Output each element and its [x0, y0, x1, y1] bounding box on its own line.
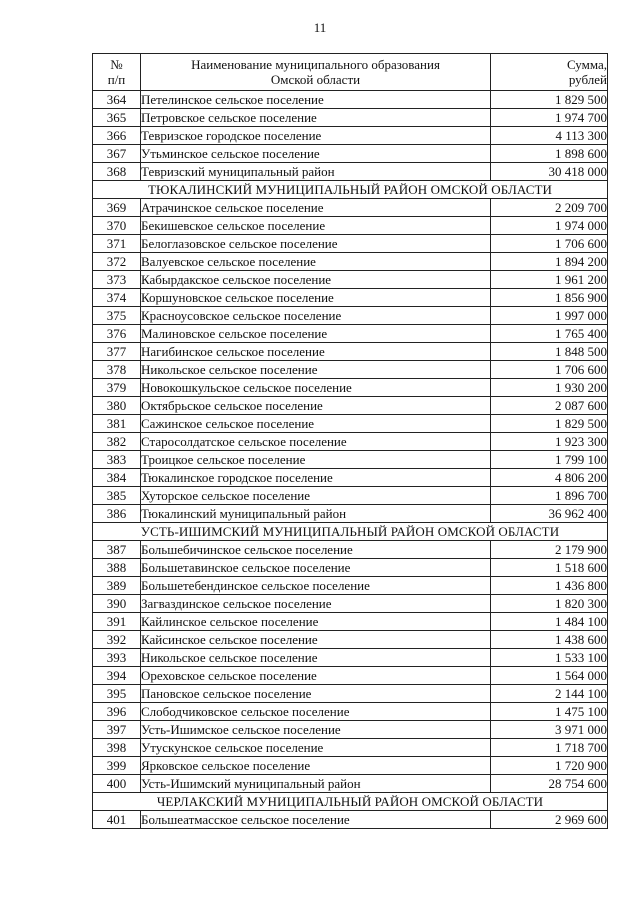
row-name: Большетавинское сельское поселение: [141, 559, 491, 577]
row-number: 369: [93, 199, 141, 217]
row-sum: 1 974 000: [491, 217, 608, 235]
row-number: 372: [93, 253, 141, 271]
table-row: [93, 235, 608, 253]
page-number: 11: [313, 20, 327, 35]
row-sum: 1 720 900: [491, 757, 608, 775]
row-number: 388: [93, 559, 141, 577]
table-row: [93, 595, 608, 613]
section-title: ТЮКАЛИНСКИЙ МУНИЦИПАЛЬНЫЙ РАЙОН ОМСКОЙ ОБЛАСТИ: [93, 181, 608, 199]
row-sum: 1 484 100: [491, 613, 608, 631]
table-row: [93, 559, 608, 577]
row-sum: 1 718 700: [491, 739, 608, 757]
table-row: [93, 325, 608, 343]
table-row: [93, 91, 608, 109]
table-row: [93, 649, 608, 667]
row-number: 389: [93, 577, 141, 595]
row-number: 384: [93, 469, 141, 487]
section-title: ЧЕРЛАКСКИЙ МУНИЦИПАЛЬНЫЙ РАЙОН ОМСКОЙ ОБЛАСТИ: [93, 793, 608, 811]
table-row: [93, 271, 608, 289]
row-name: Коршуновское сельское поселение: [141, 289, 491, 307]
row-number: 365: [93, 109, 141, 127]
row-sum: 1 829 500: [491, 91, 608, 109]
row-name: Новокошкульское сельское поселение: [141, 379, 491, 397]
row-sum: 36 962 400: [491, 505, 608, 523]
table-row: [93, 343, 608, 361]
allocation-table: [92, 53, 608, 829]
row-name: Тевризское городское поселение: [141, 127, 491, 145]
table-header-row: [93, 54, 608, 91]
table-row: [93, 415, 608, 433]
row-number: 395: [93, 685, 141, 703]
row-name: Валуевское сельское поселение: [141, 253, 491, 271]
row-name: Кабырдакское сельское поселение: [141, 271, 491, 289]
row-sum: 2 179 900: [491, 541, 608, 559]
row-number: 375: [93, 307, 141, 325]
table-row: [93, 145, 608, 163]
row-sum: 1 564 000: [491, 667, 608, 685]
table-row: [93, 685, 608, 703]
header-name: [141, 54, 491, 91]
row-number: 397: [93, 721, 141, 739]
row-number: 380: [93, 397, 141, 415]
row-name: Утускунское сельское поселение: [141, 739, 491, 757]
row-name: Петелинское сельское поселение: [141, 91, 491, 109]
header-sum-line2: рублей: [568, 72, 607, 87]
table-row: [93, 109, 608, 127]
row-sum: 28 754 600: [491, 775, 608, 793]
section-header-row: [93, 181, 608, 199]
header-name-line1: Наименование муниципального образования: [191, 57, 440, 72]
row-sum: 1 518 600: [491, 559, 608, 577]
row-sum: 1 436 800: [491, 577, 608, 595]
row-number: 401: [93, 811, 141, 829]
row-sum: 4 113 300: [491, 127, 608, 145]
row-number: 398: [93, 739, 141, 757]
row-name: Красноусовское сельское поселение: [141, 307, 491, 325]
table-row: [93, 487, 608, 505]
row-sum: 2 969 600: [491, 811, 608, 829]
row-number: 390: [93, 595, 141, 613]
row-sum: 1 894 200: [491, 253, 608, 271]
table-row: [93, 703, 608, 721]
row-name: Усть-Ишимское сельское поселение: [141, 721, 491, 739]
row-number: 373: [93, 271, 141, 289]
row-sum: 1 829 500: [491, 415, 608, 433]
row-sum: 4 806 200: [491, 469, 608, 487]
table-row: [93, 199, 608, 217]
table-row: [93, 361, 608, 379]
row-number: 378: [93, 361, 141, 379]
row-name: Кайсинское сельское поселение: [141, 631, 491, 649]
row-sum: 1 898 600: [491, 145, 608, 163]
header-number-line2: п/п: [107, 72, 126, 87]
row-name: Малиновское сельское поселение: [141, 325, 491, 343]
row-sum: 1 475 100: [491, 703, 608, 721]
row-sum: 1 930 200: [491, 379, 608, 397]
table-row: [93, 775, 608, 793]
table-row: [93, 577, 608, 595]
table-row: [93, 505, 608, 523]
row-name: Петровское сельское поселение: [141, 109, 491, 127]
table-row: [93, 631, 608, 649]
row-sum: 2 087 600: [491, 397, 608, 415]
row-name: Никольское сельское поселение: [141, 649, 491, 667]
row-name: Пановское сельское поселение: [141, 685, 491, 703]
row-name: Загваздинское сельское поселение: [141, 595, 491, 613]
table-row: [93, 757, 608, 775]
row-number: 383: [93, 451, 141, 469]
row-sum: 1 923 300: [491, 433, 608, 451]
row-name: Слободчиковское сельское поселение: [141, 703, 491, 721]
table-row: [93, 739, 608, 757]
table-row: [93, 397, 608, 415]
row-number: 399: [93, 757, 141, 775]
row-number: 364: [93, 91, 141, 109]
table-row: [93, 451, 608, 469]
table-row: [93, 307, 608, 325]
row-name: Усть-Ишимский муниципальный район: [141, 775, 491, 793]
row-sum: 2 144 100: [491, 685, 608, 703]
table-body: [93, 91, 608, 829]
section-header-row: [93, 523, 608, 541]
row-number: 370: [93, 217, 141, 235]
row-name: Сажинское сельское поселение: [141, 415, 491, 433]
row-name: Нагибинское сельское поселение: [141, 343, 491, 361]
row-name: Никольское сельское поселение: [141, 361, 491, 379]
table-row: [93, 541, 608, 559]
table-row: [93, 613, 608, 631]
table-row: [93, 469, 608, 487]
row-number: 368: [93, 163, 141, 181]
row-sum: 1 799 100: [491, 451, 608, 469]
table-row: [93, 721, 608, 739]
row-name: Ореховское сельское поселение: [141, 667, 491, 685]
row-name: Октябрьское сельское поселение: [141, 397, 491, 415]
row-number: 394: [93, 667, 141, 685]
row-name: Белоглазовское сельское поселение: [141, 235, 491, 253]
row-sum: 1 533 100: [491, 649, 608, 667]
row-sum: 1 997 000: [491, 307, 608, 325]
row-number: 367: [93, 145, 141, 163]
header-number-line1: №: [110, 57, 123, 72]
table-row: [93, 127, 608, 145]
section-title: УСТЬ-ИШИМСКИЙ МУНИЦИПАЛЬНЫЙ РАЙОН ОМСКОЙ ОБЛАСТИ: [93, 523, 608, 541]
row-name: Большебичинское сельское поселение: [141, 541, 491, 559]
table-row: [93, 289, 608, 307]
header-name-line2: Омской области: [270, 72, 361, 87]
row-number: 377: [93, 343, 141, 361]
table-row: [93, 217, 608, 235]
row-name: Большеатмасское сельское поселение: [141, 811, 491, 829]
table-row: [93, 379, 608, 397]
row-sum: 2 209 700: [491, 199, 608, 217]
row-number: 376: [93, 325, 141, 343]
row-sum: 1 848 500: [491, 343, 608, 361]
row-name: Бекишевское сельское поселение: [141, 217, 491, 235]
row-name: Старосолдатское сельское поселение: [141, 433, 491, 451]
row-sum: 1 706 600: [491, 235, 608, 253]
table-row: [93, 667, 608, 685]
row-name: Утьминское сельское поселение: [141, 145, 491, 163]
row-number: 400: [93, 775, 141, 793]
row-name: Тевризский муниципальный район: [141, 163, 491, 181]
row-sum: 3 971 000: [491, 721, 608, 739]
row-number: 387: [93, 541, 141, 559]
row-number: 392: [93, 631, 141, 649]
row-number: 371: [93, 235, 141, 253]
row-name: Большетебендинское сельское поселение: [141, 577, 491, 595]
row-name: Атрачинское сельское поселение: [141, 199, 491, 217]
row-number: 366: [93, 127, 141, 145]
table-row: [93, 433, 608, 451]
row-sum: 1 820 300: [491, 595, 608, 613]
row-sum: 1 974 700: [491, 109, 608, 127]
table-row: [93, 811, 608, 829]
row-number: 386: [93, 505, 141, 523]
row-sum: 30 418 000: [491, 163, 608, 181]
row-sum: 1 896 700: [491, 487, 608, 505]
row-number: 374: [93, 289, 141, 307]
row-number: 381: [93, 415, 141, 433]
row-sum: 1 961 200: [491, 271, 608, 289]
row-sum: 1 765 400: [491, 325, 608, 343]
row-name: Кайлинское сельское поселение: [141, 613, 491, 631]
section-header-row: [93, 793, 608, 811]
row-number: 396: [93, 703, 141, 721]
row-number: 391: [93, 613, 141, 631]
row-sum: 1 706 600: [491, 361, 608, 379]
row-number: 393: [93, 649, 141, 667]
row-name: Троицкое сельское поселение: [141, 451, 491, 469]
header-sum: [491, 54, 608, 91]
table-row: [93, 163, 608, 181]
header-sum-line1: Сумма,: [566, 57, 607, 72]
row-number: 379: [93, 379, 141, 397]
row-name: Тюкалинский муниципальный район: [141, 505, 491, 523]
row-name: Тюкалинское городское поселение: [141, 469, 491, 487]
row-number: 382: [93, 433, 141, 451]
table-row: [93, 253, 608, 271]
header-number: [93, 54, 141, 91]
row-sum: 1 438 600: [491, 631, 608, 649]
row-number: 385: [93, 487, 141, 505]
row-name: Хуторское сельское поселение: [141, 487, 491, 505]
row-name: Ярковское сельское поселение: [141, 757, 491, 775]
row-sum: 1 856 900: [491, 289, 608, 307]
